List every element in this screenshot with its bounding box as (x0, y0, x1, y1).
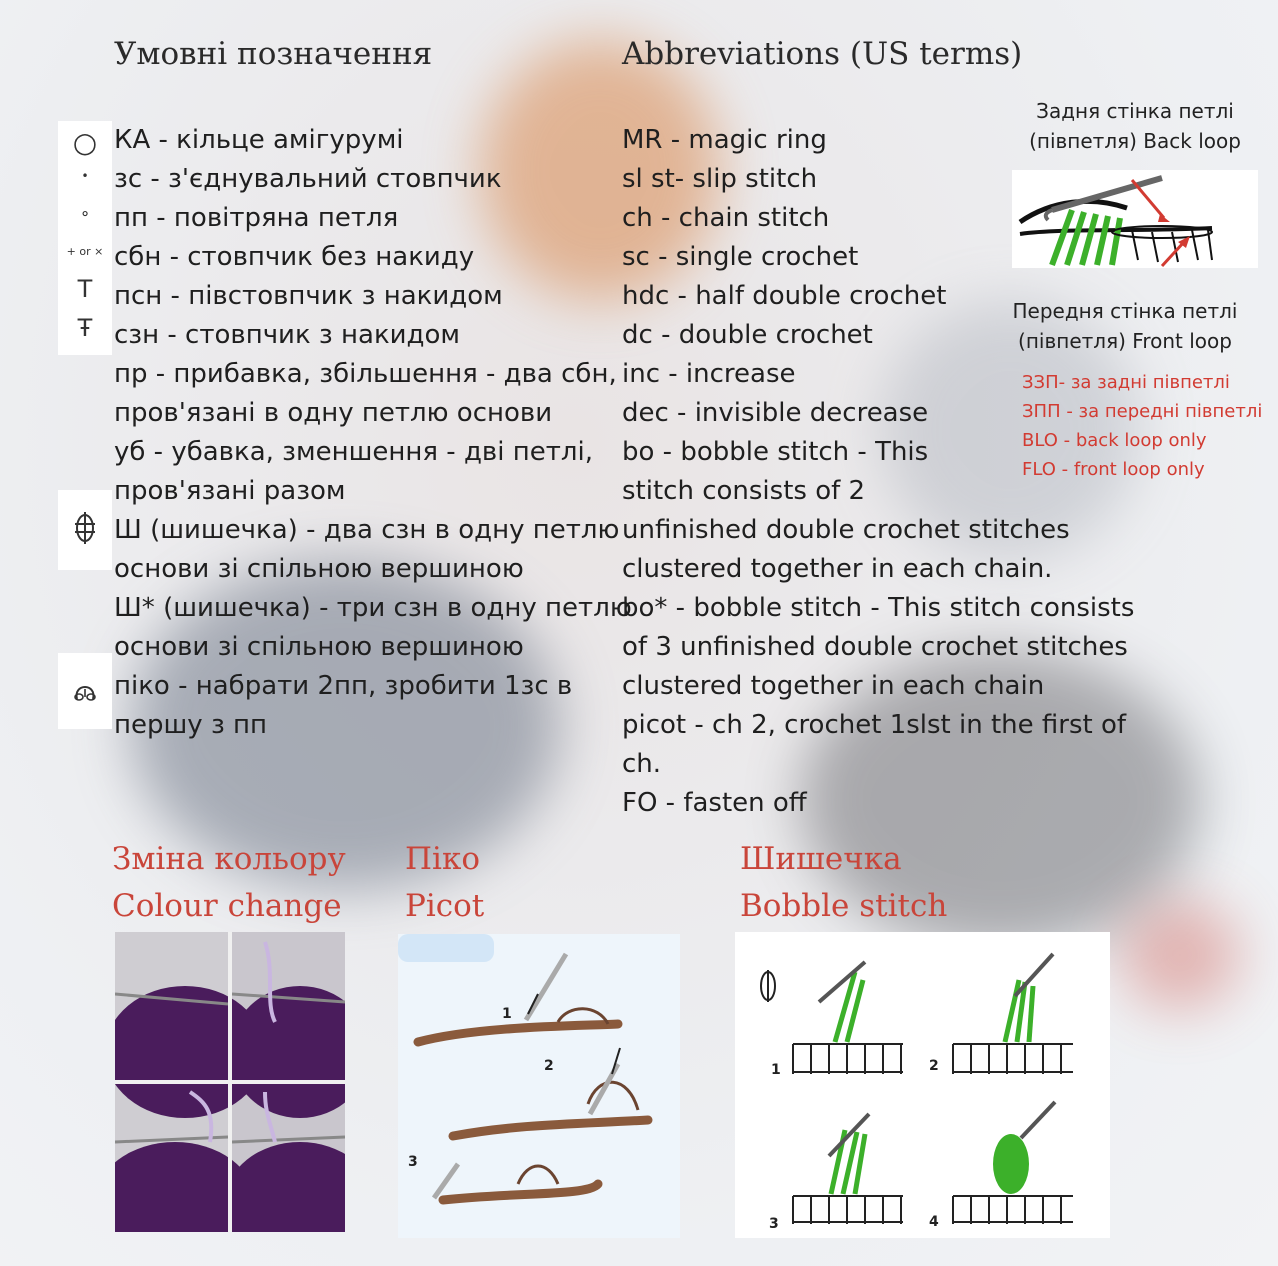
picot-illustration (398, 934, 680, 1238)
bobble-illustration (735, 932, 1110, 1238)
magic-ring-icon: ○ (72, 126, 98, 159)
ua-line: першу з пп (114, 710, 268, 740)
bobble-figure-number: 4 (929, 1214, 939, 1230)
colour-change-title-en: Colour change (112, 888, 342, 924)
en-line: inc - increase (622, 359, 796, 389)
front-loop-label-ua: Передня стінка петлі (1012, 299, 1238, 323)
bobble-figure-number: 1 (771, 1062, 781, 1078)
en-line: sc - single crochet (622, 242, 859, 272)
picot-diagram (398, 934, 680, 1238)
chain-stitch-icon: ⚬ (78, 205, 92, 223)
picot-title-ua: Піко (405, 841, 480, 877)
ua-line: Ш* (шишечка) - три сзн в одну петлю (114, 593, 632, 623)
bobble-figure-number: 3 (769, 1216, 779, 1232)
ukrainian-header: Умовні позначення (114, 36, 433, 72)
en-line: clustered together in each chain (622, 671, 1045, 701)
picot-figure-number: 2 (544, 1058, 554, 1074)
en-line: unfinished double crochet stitches (622, 515, 1070, 545)
bobble-title-ua: Шишечка (740, 841, 902, 877)
ua-line: пр - прибавка, збільшення - два сбн, (114, 359, 617, 389)
ua-line: піко - набрати 2пп, зробити 1зс в (114, 671, 573, 701)
back-loop-label-en: (півпетля) Back loop (1029, 129, 1241, 153)
english-header: Abbreviations (US terms) (622, 36, 1023, 72)
picot-figure-number: 1 (502, 1006, 512, 1022)
ua-line: пров'язані в одну петлю основи (114, 398, 553, 428)
en-line: FO - fasten off (622, 788, 807, 818)
colour-change-photo-grid (115, 932, 345, 1232)
front-loop-label-en: (півпетля) Front loop (1018, 329, 1232, 353)
picot-figure-number: 3 (408, 1154, 418, 1170)
picot-icon (58, 653, 112, 729)
en-line: hdc - half double crochet (622, 281, 947, 311)
en-line: bo* - bobble stitch - This stitch consists (622, 593, 1135, 623)
loop-abbr-item: ЗПП - за передні півпетлі (1022, 401, 1263, 422)
picot-title-en: Picot (405, 888, 485, 924)
en-line: picot - ch 2, crochet 1slst in the first of (622, 710, 1127, 740)
ua-line: КА - кільце амігурумі (114, 125, 404, 155)
dc-icon: Ŧ (77, 314, 93, 342)
bobble-diagram (735, 932, 1110, 1238)
en-line: dec - invisible decrease (622, 398, 929, 428)
back-loop-label-ua: Задня стінка петлі (1036, 99, 1234, 123)
colour-change-photos (115, 932, 345, 1232)
ua-line: основи зі спільною вершиною (114, 632, 524, 662)
loop-diagram (1012, 170, 1258, 268)
en-line: ch. (622, 749, 662, 779)
loop-abbr-item: FLO - front loop only (1022, 459, 1205, 480)
ua-line: основи зі спільною вершиною (114, 554, 524, 584)
bobble-figure-number: 2 (929, 1058, 939, 1074)
single-crochet-icon: + or × (66, 245, 104, 258)
ua-line: сзн - стовпчик з накидом (114, 320, 461, 350)
en-line: sl st- slip stitch (622, 164, 818, 194)
loop-abbr-item: BLO - back loop only (1022, 430, 1207, 451)
ua-line: пп - повітряна петля (114, 203, 399, 233)
en-line: bo - bobble stitch - This (622, 437, 929, 467)
colour-change-title-ua: Зміна кольору (112, 841, 346, 877)
ua-line: Ш (шишечка) - два сзн в одну петлю (114, 515, 620, 545)
front-loop-label (1000, 296, 1250, 356)
picot-symbol-box (58, 653, 112, 729)
en-line: dc - double crochet (622, 320, 873, 350)
hdc-icon: T (77, 275, 93, 303)
ua-line: пров'язані разом (114, 476, 346, 506)
colour-change-title (112, 836, 346, 930)
loop-diagram-illustration (1012, 170, 1258, 268)
en-line: ch - chain stitch (622, 203, 830, 233)
slip-stitch-icon: • (81, 169, 89, 183)
en-line: clustered together in each chain. (622, 554, 1053, 584)
ua-line: сбн - стовпчик без накиду (114, 242, 475, 272)
loop-abbr-item: ЗЗП- за задні півпетлі (1022, 372, 1230, 393)
loop-abbreviations (1022, 368, 1262, 484)
back-loop-label (1010, 96, 1260, 156)
en-line: MR - magic ring (622, 125, 827, 155)
ua-line: псн - півстовпчик з накидом (114, 281, 503, 311)
bobble-icon (58, 490, 112, 570)
en-line: of 3 unfinished double crochet stitches (622, 632, 1128, 662)
symbol-column (58, 121, 112, 355)
bobble-title (740, 836, 947, 930)
bobble-title-en: Bobble stitch (740, 888, 948, 924)
ua-line: зс - з'єднувальний стовпчик (114, 164, 502, 194)
picot-title (405, 836, 484, 930)
en-line: stitch consists of 2 (622, 476, 866, 506)
ua-line: уб - убавка, зменшення - дві петлі, (114, 437, 593, 467)
bobble-symbol-box (58, 490, 112, 570)
